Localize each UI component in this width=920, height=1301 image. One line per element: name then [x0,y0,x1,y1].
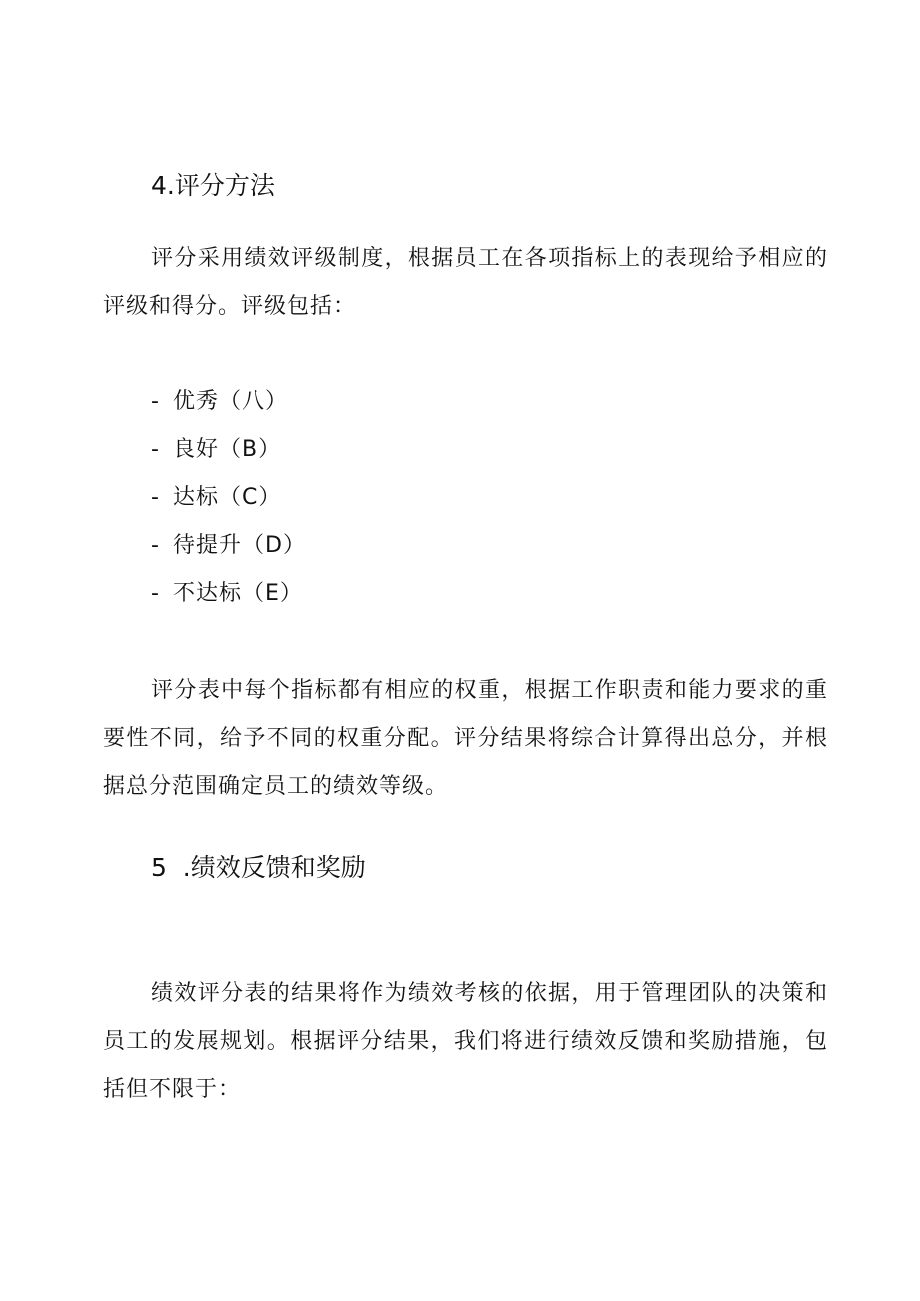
grade-label: 优秀（八） [173,389,289,414]
section-5-heading: 5 .绩效反馈和奖励 [151,853,366,882]
list-dash: - [151,485,160,510]
grade-label: 达标（C） [173,485,282,510]
grade-label: 不达标（E） [173,581,303,606]
grade-label: 良好（B） [173,437,282,462]
list-dash: - [151,389,160,414]
grade-list [151,378,306,618]
list-dash: - [151,533,160,558]
list-dash: - [151,581,160,606]
section-4-heading: 4.评分方法 [151,171,275,200]
grade-label: 待提升（D） [173,533,306,558]
list-item [151,474,306,522]
list-dash: - [151,437,160,462]
section-4-intro-paragraph: 评分采用绩效评级制度，根据员工在各项指标上的表现给予相应的评级和得分。评级包括： [103,246,828,319]
section-5-body-paragraph: 绩效评分表的结果将作为绩效考核的依据，用于管理团队的决策和员工的发展规划。根据评分结果，我们将进行绩效反馈和奖励措施，包括但不限于： [103,981,828,1102]
list-item [151,378,306,426]
section-4-body-paragraph: 评分表中每个指标都有相应的权重，根据工作职责和能力要求的重要性不同，给予不同的权重分配。评分结果将综合计算得出总分，并根据总分范围确定员工的绩效等级。 [103,678,828,799]
list-item [151,570,306,618]
list-item [151,522,306,570]
list-item [151,426,306,474]
